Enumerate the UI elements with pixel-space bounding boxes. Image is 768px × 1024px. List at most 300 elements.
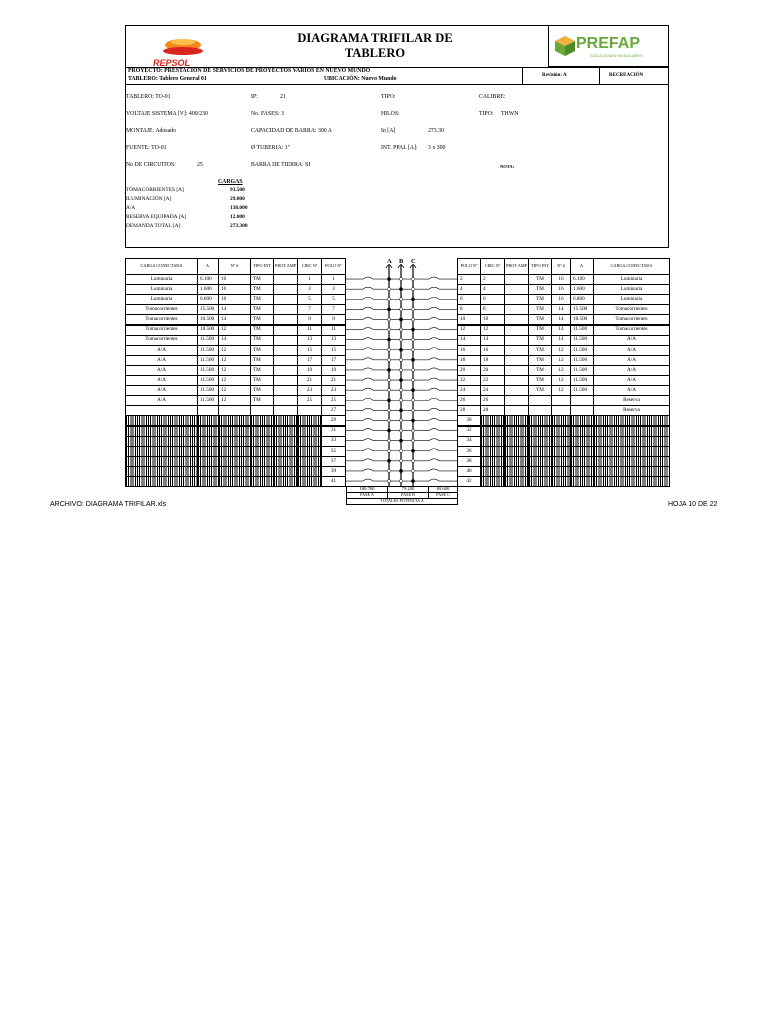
bus-crossing: [387, 298, 390, 301]
table-cell-left: Tomacorrientes: [125, 314, 198, 325]
bus-crossing: [411, 378, 414, 381]
table-header-left: PROT AMP: [273, 258, 298, 275]
in-label: In [A]: [381, 128, 396, 134]
table-cell-left: 11.500: [197, 365, 219, 376]
title-line2: TABLERO: [344, 46, 406, 60]
breaker-right: [429, 328, 439, 330]
table-cell-right: 6: [480, 294, 505, 305]
table-cell-left: 14: [218, 314, 251, 325]
tuberia-label: Ø TUBERIA: 1": [251, 145, 290, 151]
table-cell-left: 21: [297, 375, 322, 386]
bus-connection-dot: [399, 409, 403, 413]
breaker-right: [429, 287, 439, 289]
breaker-left: [363, 297, 373, 299]
bus-crossing: [411, 318, 414, 321]
bus-crossing: [387, 479, 390, 482]
bus-crossing: [399, 399, 402, 402]
table-cell-left: 16: [218, 294, 251, 305]
page-title: [275, 31, 475, 61]
hoja-label: HOJA 10 DE 22: [668, 501, 718, 508]
table-cell-left: 9: [321, 314, 346, 325]
divider: [522, 67, 523, 85]
table-cell-right: 12: [551, 355, 571, 366]
table-cell-right: 18: [457, 355, 481, 366]
total-phase-label: FASE A: [346, 492, 388, 499]
table-cell-right: 10.500: [570, 314, 594, 325]
breaker-left: [363, 358, 373, 360]
bus-crossing: [399, 449, 402, 452]
breaker-right: [429, 398, 439, 400]
table-cell-right: 12: [551, 345, 571, 356]
hatched-cell: [504, 476, 529, 487]
table-cell-right: Luminaria: [593, 274, 670, 285]
table-cell-right: 24: [480, 385, 505, 396]
table-cell-left: A/A: [125, 355, 198, 366]
bus-diagram: [345, 258, 457, 510]
breaker-left: [363, 307, 373, 309]
tablero-id: TABLERO: TO-01: [126, 94, 171, 100]
breaker-right: [429, 358, 439, 360]
hatched-cell: [570, 476, 594, 487]
table-cell-right: 22: [457, 375, 481, 386]
phase-label: A: [387, 258, 392, 265]
breaker-right: [429, 388, 439, 390]
breaker-right: [429, 297, 439, 299]
ubicacion-label: UBICACIÓN: Nuevo Mundo: [324, 76, 397, 82]
bus-crossing: [387, 409, 390, 412]
bus-connection-dot: [387, 277, 391, 281]
table-cell-left: Tomacorrientes: [125, 304, 198, 315]
hatched-cell: [250, 476, 274, 487]
table-header-right: POLO Nº: [457, 258, 481, 275]
table-cell-left: 12: [218, 325, 251, 336]
bus-crossing: [399, 308, 402, 311]
table-header-left: POLO Nº: [321, 258, 346, 275]
voltaje-label: VOLTAJE SISTEMA [V]: 400/230: [126, 111, 208, 117]
table-cell-right: TM: [528, 294, 552, 305]
nota-label: NOTA:: [500, 164, 515, 169]
breaker-right: [429, 469, 439, 471]
breaker-left: [363, 287, 373, 289]
table-cell-left: TM: [250, 274, 274, 285]
table-cell-right: 6.800: [570, 294, 594, 305]
table-cell-right-polo: 32: [457, 426, 481, 437]
title-line1: DIAGRAMA TRIFILAR DE: [297, 31, 453, 45]
breaker-left: [363, 348, 373, 350]
table-cell-left: TM: [250, 365, 274, 376]
total-value: 79.200: [387, 486, 429, 493]
proyecto-label: PROYECTO: PRESTACION DE SERVICIOS DE PROYECTOS VARIOS EN NUEVO MUNDO: [128, 68, 371, 74]
hatched-cell: [297, 476, 322, 487]
bus-crossing: [399, 328, 402, 331]
table-cell-right: 26: [457, 395, 481, 406]
table-header-left: CARGA CONECTADA: [125, 258, 198, 275]
table-cell-left: TM: [250, 304, 274, 315]
breaker-left: [363, 368, 373, 370]
table-cell-right: A/A: [593, 345, 670, 356]
bus-crossing: [411, 459, 414, 462]
table-cell-right: TM: [528, 355, 552, 366]
table-cell-left-polo: 41: [321, 476, 346, 487]
table-cell-right: TM: [528, 284, 552, 295]
bus-connection-dot: [387, 398, 391, 402]
table-cell-right: 11.500: [570, 355, 594, 366]
table-cell-left: 12: [218, 365, 251, 376]
fuente-label: FUENTE: TO-01: [126, 145, 167, 151]
table-cell-left-polo: 33: [321, 436, 346, 447]
carga-value: 29.000: [230, 196, 245, 202]
total-value: 69.600: [428, 486, 458, 493]
table-cell-left: TM: [250, 325, 274, 336]
table-cell-left: 25: [321, 395, 346, 406]
tipo2-value: THWN: [501, 111, 519, 117]
bus-crossing: [411, 399, 414, 402]
hatched-cell: [480, 476, 505, 487]
table-cell-right: 11.500: [570, 325, 594, 336]
cargas-title: CARGAS: [218, 179, 243, 185]
table-cell-right: 2: [480, 274, 505, 285]
table-cell-left: 12: [218, 385, 251, 396]
table-cell-left: 6.100: [197, 274, 219, 285]
bus-crossing: [387, 318, 390, 321]
table-cell-left: 25: [297, 395, 322, 406]
bus-connection-dot: [411, 358, 415, 362]
int-ppal-value: 3 x 300: [428, 145, 446, 151]
table-cell-right: 14: [551, 335, 571, 346]
breaker-left: [363, 418, 373, 420]
breaker-right: [429, 307, 439, 309]
recreacion-label: RECREACIÓN: [609, 73, 644, 78]
bus-connection-dot: [411, 419, 415, 423]
table-cell-left: A/A: [125, 365, 198, 376]
table-cell-right: 6.100: [570, 274, 594, 285]
bus-crossing: [387, 288, 390, 291]
table-cell-left: 5: [297, 294, 322, 305]
bus-connection-dot: [387, 459, 391, 463]
bus-crossing: [387, 328, 390, 331]
table-cell-left: 10.500: [197, 314, 219, 325]
table-cell-right: TM: [528, 325, 552, 336]
table-cell-right-polo: 40: [457, 466, 481, 477]
table-cell-left: 16: [218, 274, 251, 285]
bus-crossing: [411, 439, 414, 442]
table-cell-right: 11.500: [570, 385, 594, 396]
table-cell-right: 12: [457, 325, 481, 336]
bus-crossing: [411, 429, 414, 432]
totals-caption: TOTALES POTENCIA A: [346, 498, 458, 505]
table-header-right: TIPO INT: [528, 258, 552, 275]
ip-label: IP:: [251, 94, 258, 100]
prefap-logo-text: PREFAP: [576, 35, 641, 52]
table-header-left: Nº #: [218, 258, 251, 275]
table-cell-left: 18.500: [197, 325, 219, 336]
table-cell-right: 14: [551, 325, 571, 336]
bus-connection-dot: [387, 308, 391, 312]
bus-crossing: [387, 419, 390, 422]
table-cell-left: 11.500: [197, 375, 219, 386]
table-cell-left: Tomacorrientes: [125, 325, 198, 336]
table-cell-left: 14: [218, 335, 251, 346]
table-cell-left: 11: [321, 325, 346, 336]
table-cell-right: 18: [480, 355, 505, 366]
table-cell-right: 11.500: [570, 375, 594, 386]
table-cell-left: 16: [218, 284, 251, 295]
bus-crossing: [387, 378, 390, 381]
breaker-right: [429, 449, 439, 451]
table-cell-right: 8: [457, 304, 481, 315]
divider: [599, 67, 600, 85]
table-cell-right: 14: [551, 304, 571, 315]
table-cell-right: 12: [551, 385, 571, 396]
hatched-cell: [125, 476, 198, 487]
breaker-left: [363, 388, 373, 390]
capacidad-label: CAPACIDAD DE BARRA: 300 A: [251, 128, 332, 134]
table-cell-right: Tomacorrientes: [593, 304, 670, 315]
table-cell-right: Reserva: [593, 395, 670, 406]
carga-value: 273.300: [230, 223, 248, 229]
table-cell-right: 12: [551, 375, 571, 386]
bus-crossing: [411, 469, 414, 472]
table-cell-left: 5: [321, 294, 346, 305]
bus-crossing: [399, 298, 402, 301]
table-cell-right: 16: [480, 345, 505, 356]
table-cell-right: 14: [480, 335, 505, 346]
table-cell-left: 12: [218, 375, 251, 386]
bus-connection-dot: [411, 388, 415, 392]
table-cell-left: 14: [218, 304, 251, 315]
table-cell-right: Tomacorrientes: [593, 314, 670, 325]
bus-connection-dot: [399, 348, 403, 352]
repsol-logo: [147, 33, 217, 67]
table-cell-right: 10: [457, 314, 481, 325]
archivo-label: ARCHIVO: DIAGRAMA TRIFILAR.xls: [50, 501, 167, 508]
bus-crossing: [399, 459, 402, 462]
table-cell-right-polo: 34: [457, 436, 481, 447]
table-cell-left: 13: [297, 335, 322, 346]
table-cell-left: 15.500: [197, 304, 219, 315]
int-ppal-label: INT. PPAL [A]:: [381, 145, 418, 151]
bus-connection-dot: [399, 318, 403, 322]
phase-label: B: [399, 258, 404, 265]
table-cell-right: 16: [457, 345, 481, 356]
table-cell-left: TM: [250, 375, 274, 386]
bus-crossing: [399, 479, 402, 482]
table-cell-left: 7: [297, 304, 322, 315]
breaker-right: [429, 408, 439, 410]
bus-crossing: [411, 409, 414, 412]
barra-tierra-label: BARRA DE TIERRA: SI: [251, 162, 311, 168]
table-cell-left: 6.600: [197, 294, 219, 305]
table-cell-right: A/A: [593, 365, 670, 376]
table-cell-left: 19: [297, 365, 322, 376]
table-cell-right: 24: [457, 385, 481, 396]
breaker-right: [429, 378, 439, 380]
carga-value: 138.000: [230, 205, 248, 211]
table-cell-right: A/A: [593, 375, 670, 386]
bus-crossing: [387, 439, 390, 442]
table-cell-left: A/A: [125, 395, 198, 406]
table-cell-right: 14: [551, 314, 571, 325]
tablero-label: TABLERO: Tablero General 01: [128, 76, 207, 82]
table-cell-right: 11.500: [570, 365, 594, 376]
table-cell-left: 11: [297, 325, 322, 336]
table-cell-left: 15: [297, 345, 322, 356]
table-cell-right: TM: [528, 304, 552, 315]
total-value: 100.700: [346, 486, 388, 493]
table-cell-left: 3: [297, 284, 322, 295]
breaker-right: [429, 429, 439, 431]
table-cell-right: 12: [551, 365, 571, 376]
table-cell-right: A/A: [593, 385, 670, 396]
table-cell-right: 12: [480, 325, 505, 336]
table-cell-left: 15: [321, 345, 346, 356]
table-cell-left-polo: 35: [321, 446, 346, 457]
table-cell-right: 16: [551, 294, 571, 305]
carga-label: A/A: [126, 205, 136, 211]
revision-label: Revisión: A: [542, 73, 567, 78]
table-cell-right: TM: [528, 274, 552, 285]
bus-crossing: [399, 368, 402, 371]
breaker-left: [363, 317, 373, 319]
carga-value: 12.000: [230, 214, 245, 220]
breaker-left: [363, 408, 373, 410]
table-cell-right-polo: 38: [457, 456, 481, 467]
breaker-left: [363, 338, 373, 340]
bus-crossing: [411, 277, 414, 280]
bus-crossing: [411, 338, 414, 341]
table-cell-right: TM: [528, 365, 552, 376]
table-cell-left: TM: [250, 294, 274, 305]
table-cell-right: 4: [457, 284, 481, 295]
breaker-left: [363, 378, 373, 380]
table-cell-right: 6: [457, 294, 481, 305]
table-header-right: Nº #: [551, 258, 571, 275]
carga-value: 93.500: [230, 187, 245, 193]
bus-crossing: [399, 429, 402, 432]
table-cell-right: A/A: [593, 355, 670, 366]
table-cell-right: Tomacorrientes: [593, 325, 670, 336]
hatched-cell: [528, 476, 552, 487]
bus-connection-dot: [399, 439, 403, 443]
table-cell-right: 28: [457, 405, 481, 416]
table-cell-right-polo: 30: [457, 415, 481, 426]
table-cell-left: Tomacorrientes: [125, 335, 198, 346]
bus-crossing: [387, 449, 390, 452]
table-cell-left: 12: [218, 395, 251, 406]
breaker-left: [363, 328, 373, 330]
bus-connection-dot: [387, 338, 391, 342]
carga-label: ILUMINACIÓN [A]: [126, 196, 172, 202]
carga-label: RESERVA EQUIPADA [A]: [126, 214, 187, 220]
table-cell-left: TM: [250, 314, 274, 325]
table-cell-left: 11.500: [197, 355, 219, 366]
table-cell-left: 11.500: [197, 395, 219, 406]
tipo2-label: TIPO:: [479, 111, 494, 117]
table-cell-right: 4: [480, 284, 505, 295]
hatched-cell: [273, 476, 298, 487]
table-cell-left: 11.500: [197, 335, 219, 346]
breaker-right: [429, 317, 439, 319]
table-cell-right: 8: [480, 304, 505, 315]
bus-crossing: [387, 358, 390, 361]
breaker-left: [363, 398, 373, 400]
bus-crossing: [411, 348, 414, 351]
table-cell-left: 9: [297, 314, 322, 325]
hatched-cell: [218, 476, 251, 487]
table-cell-right-polo: 36: [457, 446, 481, 457]
table-cell-right: 2: [457, 274, 481, 285]
tipo-label: TIPO:: [381, 94, 396, 100]
table-cell-left-polo: 37: [321, 456, 346, 467]
breaker-left: [363, 439, 373, 441]
table-header-left: A.: [197, 258, 219, 275]
table-header-right: PROT AMP: [504, 258, 529, 275]
bus-connection-dot: [399, 378, 403, 382]
bus-crossing: [399, 277, 402, 280]
bus-connection-dot: [387, 429, 391, 433]
table-cell-right: 20: [457, 365, 481, 376]
table-cell-left: 11.500: [197, 345, 219, 356]
table-cell-left: 1.600: [197, 284, 219, 295]
in-value: 273.30: [428, 128, 444, 134]
table-cell-left: 1: [297, 274, 322, 285]
breaker-right: [429, 479, 439, 481]
montaje-label: MONTAJE: Adosado: [126, 128, 176, 134]
circuitos-value: 25: [197, 162, 203, 168]
table-cell-left: 3: [321, 284, 346, 295]
table-cell-right: TM: [528, 385, 552, 396]
total-phase-label: FASE B: [387, 492, 429, 499]
table-cell-left: TM: [250, 335, 274, 346]
table-cell-right: 1.600: [570, 284, 594, 295]
table-cell-right-polo: 42: [457, 476, 481, 487]
table-cell-left: 13: [321, 335, 346, 346]
breaker-left: [363, 277, 373, 279]
breaker-right: [429, 338, 439, 340]
circuit-table: [125, 258, 669, 510]
table-cell-left: 19: [321, 365, 346, 376]
bus-crossing: [411, 288, 414, 291]
table-cell-right: 28: [480, 405, 505, 416]
bus-crossing: [399, 389, 402, 392]
sheet: [125, 25, 669, 510]
repsol-logo-text: REPSOL: [153, 58, 191, 68]
table-cell-right: 10: [480, 314, 505, 325]
table-cell-left: 1: [321, 274, 346, 285]
ip-value: 21: [280, 94, 286, 100]
table-cell-left: 27: [321, 405, 346, 416]
hatched-cell: [593, 476, 670, 487]
bus-connection-dot: [411, 328, 415, 332]
table-cell-right: TM: [528, 345, 552, 356]
prefap-cube-icon: [554, 35, 576, 57]
bus-crossing: [399, 338, 402, 341]
breaker-left: [363, 479, 373, 481]
table-cell-left: 23: [321, 385, 346, 396]
table-cell-left: TM: [250, 284, 274, 295]
prefap-logo-sub: SOLUCIONES MODULARES: [590, 53, 643, 58]
table-cell-right: 26: [480, 395, 505, 406]
bus-crossing: [387, 469, 390, 472]
fases-label: No. FASES: 3: [251, 111, 284, 117]
table-cell-left: 11.500: [197, 385, 219, 396]
table-cell-left: A/A: [125, 375, 198, 386]
table-cell-left: 12: [218, 345, 251, 356]
breaker-left: [363, 449, 373, 451]
table-cell-left: TM: [250, 395, 274, 406]
table-cell-right: Reserva: [593, 405, 670, 416]
table-cell-left: TM: [250, 385, 274, 396]
